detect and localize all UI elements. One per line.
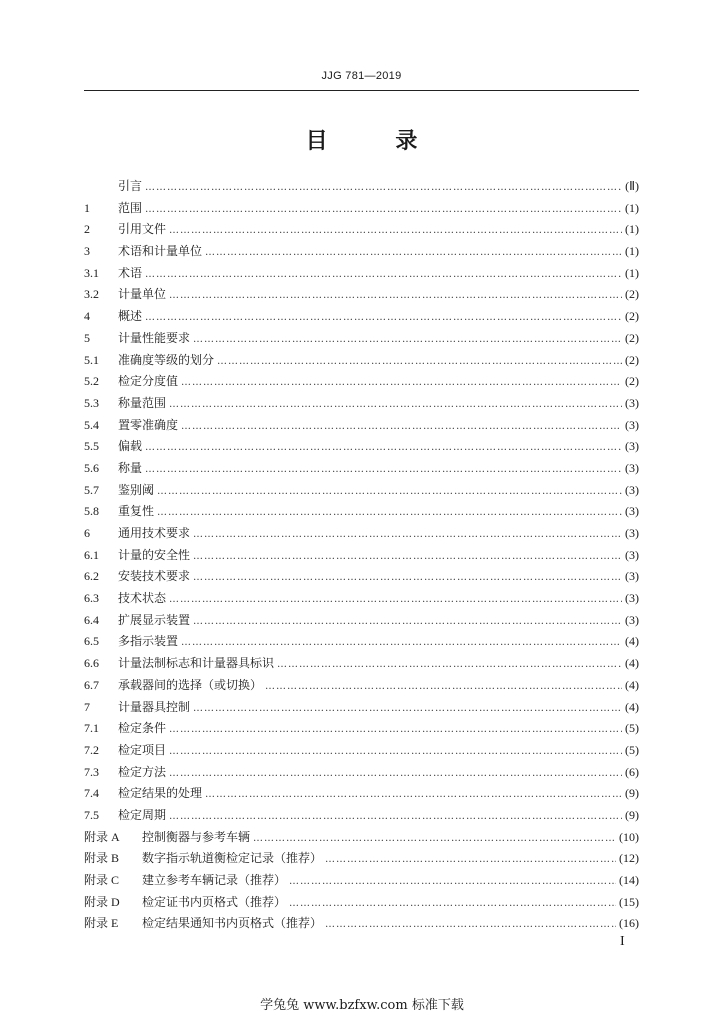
page-number: I bbox=[620, 934, 625, 949]
toc-entry-page: (5) bbox=[625, 742, 639, 757]
toc-entry-label: 扩展显示装置 bbox=[118, 612, 191, 627]
table-of-contents bbox=[84, 176, 639, 935]
toc-entry[interactable] bbox=[84, 306, 639, 328]
toc-entry[interactable] bbox=[84, 892, 639, 914]
toc-entry-page: (3) bbox=[625, 482, 639, 497]
title-char-2: 录 bbox=[395, 129, 418, 154]
toc-entry[interactable] bbox=[84, 480, 639, 502]
toc-entry-number: 5.2 bbox=[84, 374, 99, 389]
toc-entry-label: 检定结果的处理 bbox=[118, 786, 203, 801]
toc-leader-dots bbox=[169, 589, 622, 611]
toc-entry-label: 计量性能要求 bbox=[118, 330, 191, 345]
footer-watermark: 学兔兔 www.bzfxw.com 标准下载 bbox=[260, 998, 464, 1013]
toc-entry-number: 3 bbox=[84, 244, 90, 259]
toc-entry-label: 数字指示轨道衡检定记录（推荐） bbox=[142, 851, 323, 866]
toc-leader-dots bbox=[193, 329, 622, 351]
toc-entry[interactable] bbox=[84, 588, 639, 610]
toc-leader-dots bbox=[145, 177, 622, 199]
toc-entry-label: 技术状态 bbox=[118, 591, 167, 606]
toc-entry-label: 引言 bbox=[118, 179, 143, 193]
toc-entry-page: (3) bbox=[625, 569, 639, 584]
toc-entry-label: 称量 bbox=[118, 460, 143, 475]
toc-entry[interactable] bbox=[84, 415, 639, 437]
toc-entry-number: 6.4 bbox=[84, 612, 99, 627]
toc-entry[interactable] bbox=[84, 371, 639, 393]
toc-entry-page: (10) bbox=[619, 829, 639, 844]
toc-entry[interactable] bbox=[84, 740, 639, 762]
toc-leader-dots bbox=[325, 914, 616, 936]
toc-entry-number: 7.5 bbox=[84, 807, 99, 822]
toc-entry[interactable] bbox=[84, 350, 639, 372]
toc-entry[interactable] bbox=[84, 241, 639, 263]
toc-entry[interactable] bbox=[84, 523, 639, 545]
toc-entry-page: (4) bbox=[625, 656, 639, 671]
toc-leader-dots bbox=[193, 567, 622, 589]
toc-leader-dots bbox=[193, 524, 622, 546]
toc-leader-dots bbox=[193, 611, 622, 633]
toc-leader-dots bbox=[181, 372, 622, 394]
toc-entry-label: 计量器具控制 bbox=[118, 699, 191, 714]
toc-entry-label: 计量单位 bbox=[118, 287, 167, 302]
toc-entry[interactable] bbox=[84, 284, 639, 306]
toc-entry[interactable] bbox=[84, 631, 639, 653]
toc-entry[interactable] bbox=[84, 198, 639, 220]
toc-entry-page: (2) bbox=[625, 287, 639, 302]
toc-entry-number: 5.5 bbox=[84, 439, 99, 454]
toc-leader-dots bbox=[205, 242, 622, 264]
toc-entry-number: 附录 B bbox=[84, 851, 120, 866]
toc-entry-label: 承载器间的选择（或切换） bbox=[118, 677, 263, 692]
toc-entry-page: (3) bbox=[625, 504, 639, 519]
toc-entry[interactable] bbox=[84, 219, 639, 241]
toc-entry[interactable] bbox=[84, 501, 639, 523]
toc-entry-label: 通用技术要求 bbox=[118, 526, 191, 540]
toc-entry-number: 附录 E bbox=[84, 916, 119, 931]
toc-entry-number: 附录 D bbox=[84, 894, 120, 909]
toc-entry-page: (3) bbox=[625, 526, 639, 540]
toc-entry-number: 6.6 bbox=[84, 656, 99, 671]
toc-entry-page: (6) bbox=[625, 764, 639, 779]
toc-leader-dots bbox=[181, 416, 622, 438]
toc-entry-page: (3) bbox=[625, 591, 639, 606]
toc-entry[interactable] bbox=[84, 675, 639, 697]
toc-entry[interactable] bbox=[84, 545, 639, 567]
toc-entry-label: 建立参考车辆记录（推荐） bbox=[142, 873, 287, 887]
page-title bbox=[84, 124, 639, 155]
toc-entry-number: 5.4 bbox=[84, 417, 99, 432]
toc-entry-page: (15) bbox=[619, 894, 639, 909]
toc-entry-page: (3) bbox=[625, 460, 639, 475]
toc-entry-number: 5.8 bbox=[84, 504, 99, 519]
toc-leader-dots bbox=[145, 307, 622, 329]
toc-entry-number: 附录 C bbox=[84, 873, 120, 887]
header-rule bbox=[84, 90, 639, 91]
toc-entry-number: 5.1 bbox=[84, 352, 99, 367]
toc-entry-label: 检定项目 bbox=[118, 742, 167, 757]
toc-entry[interactable] bbox=[84, 610, 639, 632]
toc-entry-page: (2) bbox=[625, 352, 639, 367]
toc-entry-page: (Ⅱ) bbox=[625, 179, 639, 193]
toc-entry[interactable] bbox=[84, 653, 639, 675]
toc-entry-number: 5.6 bbox=[84, 460, 99, 475]
toc-entry[interactable] bbox=[84, 393, 639, 415]
toc-entry-number: 附录 A bbox=[84, 829, 120, 844]
toc-entry-page: (12) bbox=[619, 851, 639, 866]
toc-entry-label: 检定条件 bbox=[118, 721, 167, 736]
toc-entry-number: 5 bbox=[84, 330, 90, 345]
toc-entry-label: 术语 bbox=[118, 265, 143, 280]
toc-entry-number: 3.1 bbox=[84, 265, 99, 280]
toc-entry-label: 检定证书内页格式（推荐） bbox=[142, 894, 287, 909]
toc-entry-label: 概述 bbox=[118, 309, 143, 324]
toc-entry-page: (1) bbox=[625, 265, 639, 280]
toc-entry-number: 6.2 bbox=[84, 569, 99, 584]
toc-leader-dots bbox=[205, 784, 622, 806]
toc-entry[interactable] bbox=[84, 458, 639, 480]
toc-leader-dots bbox=[193, 698, 622, 720]
toc-entry-number: 7.4 bbox=[84, 786, 99, 801]
toc-entry-label: 置零准确度 bbox=[118, 417, 179, 432]
toc-leader-dots bbox=[169, 806, 622, 828]
toc-entry-number: 6.7 bbox=[84, 677, 99, 692]
toc-entry-label: 多指示装置 bbox=[118, 634, 179, 649]
toc-entry-label: 检定周期 bbox=[118, 807, 167, 822]
toc-leader-dots bbox=[169, 285, 622, 307]
toc-leader-dots bbox=[157, 481, 622, 503]
toc-entry-number: 7.2 bbox=[84, 742, 99, 757]
toc-entry[interactable] bbox=[84, 328, 639, 350]
toc-leader-dots bbox=[145, 437, 622, 459]
toc-entry-number: 5.7 bbox=[84, 482, 99, 497]
toc-entry-page: (1) bbox=[625, 222, 639, 237]
toc-entry-page: (2) bbox=[625, 309, 639, 324]
toc-entry-label: 安装技术要求 bbox=[118, 569, 191, 584]
toc-leader-dots bbox=[217, 351, 622, 373]
toc-entry-page: (2) bbox=[625, 374, 639, 389]
toc-entry-number: 4 bbox=[84, 309, 90, 324]
toc-leader-dots bbox=[169, 763, 622, 785]
toc-entry-page: (4) bbox=[625, 634, 639, 649]
toc-entry-label: 检定分度值 bbox=[118, 374, 179, 389]
toc-entry[interactable] bbox=[84, 718, 639, 740]
toc-entry[interactable] bbox=[84, 827, 639, 849]
toc-leader-dots bbox=[169, 719, 622, 741]
toc-entry-label: 控制衡器与参考车辆 bbox=[142, 829, 251, 844]
toc-entry-number: 6.5 bbox=[84, 634, 99, 649]
toc-entry-label: 称量范围 bbox=[118, 395, 167, 410]
toc-entry[interactable] bbox=[84, 870, 639, 892]
toc-entry[interactable] bbox=[84, 176, 639, 198]
toc-entry-page: (3) bbox=[625, 395, 639, 410]
toc-entry-page: (9) bbox=[625, 807, 639, 822]
toc-leader-dots bbox=[145, 459, 622, 481]
toc-entry-page: (1) bbox=[625, 200, 639, 215]
toc-entry-label: 计量法制标志和计量器具标识 bbox=[118, 656, 275, 671]
toc-entry-page: (1) bbox=[625, 244, 639, 259]
toc-leader-dots bbox=[145, 199, 622, 221]
toc-entry-page: (14) bbox=[619, 873, 639, 887]
toc-leader-dots bbox=[277, 654, 622, 676]
toc-entry-number: 1 bbox=[84, 200, 90, 215]
toc-leader-dots bbox=[145, 264, 622, 286]
toc-entry-page: (9) bbox=[625, 786, 639, 801]
toc-leader-dots bbox=[157, 502, 622, 524]
toc-entry-page: (16) bbox=[619, 916, 639, 931]
toc-leader-dots bbox=[181, 632, 622, 654]
toc-entry-label: 检定方法 bbox=[118, 764, 167, 779]
toc-entry[interactable] bbox=[84, 566, 639, 588]
toc-entry-page: (4) bbox=[625, 699, 639, 714]
toc-entry-number: 7 bbox=[84, 699, 90, 714]
document-code: JJG 781—2019 bbox=[321, 70, 402, 82]
toc-leader-dots bbox=[289, 893, 616, 915]
toc-entry-label: 检定结果通知书内页格式（推荐） bbox=[142, 916, 323, 931]
toc-entry-label: 术语和计量单位 bbox=[118, 244, 203, 259]
toc-entry[interactable] bbox=[84, 697, 639, 719]
toc-entry[interactable] bbox=[84, 263, 639, 285]
toc-leader-dots bbox=[169, 741, 622, 763]
toc-leader-dots bbox=[253, 828, 616, 850]
toc-entry[interactable] bbox=[84, 805, 639, 827]
toc-entry-number: 6 bbox=[84, 526, 90, 540]
toc-entry-page: (3) bbox=[625, 612, 639, 627]
toc-entry[interactable] bbox=[84, 762, 639, 784]
toc-entry[interactable] bbox=[84, 913, 639, 935]
toc-entry-number: 7.1 bbox=[84, 721, 99, 736]
toc-entry-label: 重复性 bbox=[118, 504, 155, 519]
toc-entry-page: (3) bbox=[625, 417, 639, 432]
toc-leader-dots bbox=[289, 871, 616, 893]
toc-entry-number: 7.3 bbox=[84, 764, 99, 779]
toc-entry-number: 3.2 bbox=[84, 287, 99, 302]
title-char-1: 目 bbox=[305, 129, 328, 154]
toc-leader-dots bbox=[169, 220, 622, 242]
toc-entry-label: 计量的安全性 bbox=[118, 547, 191, 562]
toc-entry-label: 偏载 bbox=[118, 439, 143, 454]
toc-entry[interactable] bbox=[84, 436, 639, 458]
toc-entry-page: (3) bbox=[625, 439, 639, 454]
toc-entry-page: (5) bbox=[625, 721, 639, 736]
toc-entry-page: (2) bbox=[625, 330, 639, 345]
toc-leader-dots bbox=[169, 394, 622, 416]
toc-entry[interactable] bbox=[84, 848, 639, 870]
toc-entry-label: 鉴别阈 bbox=[118, 482, 155, 497]
toc-entry-page: (4) bbox=[625, 677, 639, 692]
toc-leader-dots bbox=[265, 676, 622, 698]
toc-entry[interactable] bbox=[84, 783, 639, 805]
toc-entry-label: 引用文件 bbox=[118, 222, 167, 237]
toc-entry-label: 范围 bbox=[118, 200, 143, 215]
toc-leader-dots bbox=[325, 849, 616, 871]
toc-leader-dots bbox=[193, 546, 622, 568]
toc-entry-number: 6.1 bbox=[84, 547, 99, 562]
toc-entry-number: 5.3 bbox=[84, 395, 99, 410]
toc-entry-label: 准确度等级的划分 bbox=[118, 352, 215, 367]
toc-entry-number: 2 bbox=[84, 222, 90, 237]
toc-entry-page: (3) bbox=[625, 547, 639, 562]
toc-entry-number: 6.3 bbox=[84, 591, 99, 606]
